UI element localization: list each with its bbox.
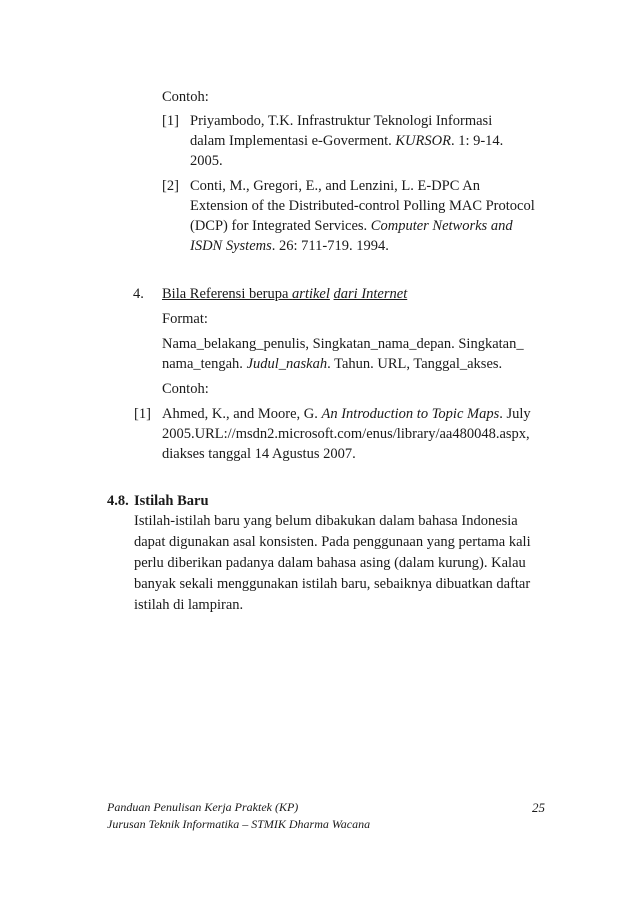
paragraph-line: Istilah-istilah baru yang belum dibakukan dalam bahasa Indonesia: [134, 513, 518, 529]
example-label: Contoh:: [162, 89, 209, 105]
paragraph-line: banyak sekali menggunakan istilah baru, sebaiknya dibuatkan daftar: [134, 576, 531, 592]
footer-institution: Jurusan Teknik Informatika – STMIK Dharma Wacana: [107, 817, 371, 831]
example-label: Contoh:: [162, 381, 209, 397]
reference-number: [2]: [162, 178, 179, 194]
reference-text: dalam Implementasi e-Goverment. KURSOR. 1: 9-14.: [190, 133, 504, 149]
format-text: Nama_belakang_penulis, Singkatan_nama_depan. Singkatan_: [162, 336, 524, 352]
reference-text: Extension of the Distributed-control Polling MAC Protocol: [190, 198, 535, 214]
paragraph-line: dapat digunakan asal konsisten. Pada penggunaan yang pertama kali: [134, 534, 531, 550]
paragraph-line: istilah di lampiran.: [134, 597, 244, 613]
format-text: nama_tengah. Judul_naskah. Tahun. URL, Tanggal_akses.: [162, 356, 503, 372]
paragraph-line: perlu diberikan padanya dalam bahasa asing (dalam kurung). Kalau: [134, 555, 526, 571]
reference-text: 2005.: [190, 153, 223, 169]
reference-url: 2005.URL://msdn2.microsoft.com/enus/library/aa480048.aspx,: [162, 426, 530, 442]
footer-title: Panduan Penulisan Kerja Praktek (KP): [107, 800, 299, 814]
item-heading: Bila Referensi berupa artikel dari Internet: [162, 286, 408, 302]
reference-text: Ahmed, K., and Moore, G. An Introduction to Topic Maps. July: [162, 406, 531, 422]
reference-text: Priyambodo, T.K. Infrastruktur Teknologi Informasi: [190, 113, 493, 129]
section-number: 4.8.: [107, 493, 129, 509]
list-number: 4.: [133, 286, 144, 302]
section-title: Istilah Baru: [134, 493, 209, 509]
reference-text: Conti, M., Gregori, E., and Lenzini, L. E-DPC An: [190, 178, 480, 194]
reference-text: diakses tanggal 14 Agustus 2007.: [162, 446, 356, 462]
reference-number: [1]: [162, 113, 179, 129]
reference-number: [1]: [134, 406, 151, 422]
section-body: [134, 511, 550, 616]
reference-text: ISDN Systems. 26: 711-719. 1994.: [190, 238, 389, 254]
format-label: Format:: [162, 311, 208, 327]
reference-text: (DCP) for Integrated Services. Computer Networks and: [190, 218, 513, 234]
page-number: 25: [532, 800, 545, 815]
